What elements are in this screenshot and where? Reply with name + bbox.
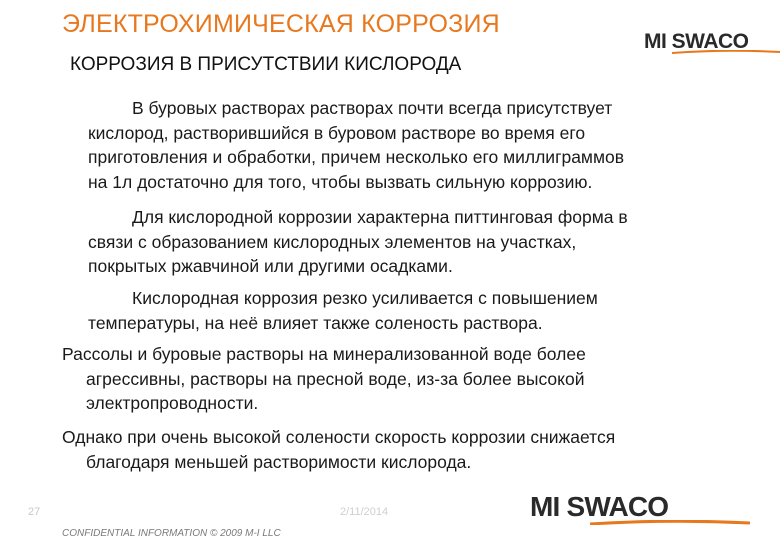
mi-swaco-logo-top [644, 30, 749, 54]
logo-text: MI SWACO [644, 30, 749, 53]
paragraph-line: на 1л достаточно для того, чтобы вызвать сильную коррозию. [88, 171, 593, 192]
paragraph-brines [62, 342, 586, 416]
mi-swaco-logo-bottom [530, 491, 668, 523]
logo-swoosh-icon [672, 50, 780, 54]
slide-subtitle: КОРРОЗИЯ В ПРИСУТСТВИИ КИСЛОРОДА [70, 54, 462, 75]
paragraph-dissolved-oxygen [88, 96, 624, 194]
paragraph-line: В буровых растворах растворах почти всегда присутствует [132, 98, 613, 118]
paragraph-temperature [88, 286, 598, 335]
confidential-notice: CONFIDENTIAL INFORMATION © 2009 M-I LLC [62, 528, 281, 539]
paragraph-line: Кислородная коррозия резко усиливается с повышением [132, 288, 598, 308]
paragraph-line: Рассолы и буровые растворы на минерализованной воде более [62, 344, 586, 364]
paragraph-line: температуры, на неё влияет также соленость раствора. [88, 312, 543, 333]
slide-date: 2/11/2014 [340, 506, 389, 518]
paragraph-line: благодаря меньшей растворимости кислорода. [86, 451, 472, 472]
paragraph-line: кислород, растворившийся в буровом растворе во время его [88, 122, 586, 143]
paragraph-line: покрытых ржавчиной или другими осадками. [88, 256, 453, 276]
paragraph-line: Однако при очень высокой солености скорость коррозии снижается [62, 427, 616, 447]
logo-swoosh-icon [590, 520, 750, 525]
logo-text: MI SWACO [530, 491, 669, 522]
paragraph-line: Для кислородной коррозии характерна питтинговая форма в [132, 207, 628, 227]
paragraph-pitting [88, 205, 628, 279]
paragraph-line: связи с образованием кислородных элементов на участках, [88, 231, 577, 252]
slide-title: ЭЛЕКТРОХИМИЧЕСКАЯ КОРРОЗИЯ [62, 10, 500, 38]
paragraph-high-salinity [62, 425, 615, 474]
paragraph-line: приготовления и обработки, причем несколько его миллиграммов [88, 147, 625, 167]
page-number: 27 [28, 506, 41, 518]
paragraph-line: электропроводности. [86, 393, 259, 413]
paragraph-line: агрессивны, растворы на пресной воде, из-за более высокой [86, 368, 585, 389]
